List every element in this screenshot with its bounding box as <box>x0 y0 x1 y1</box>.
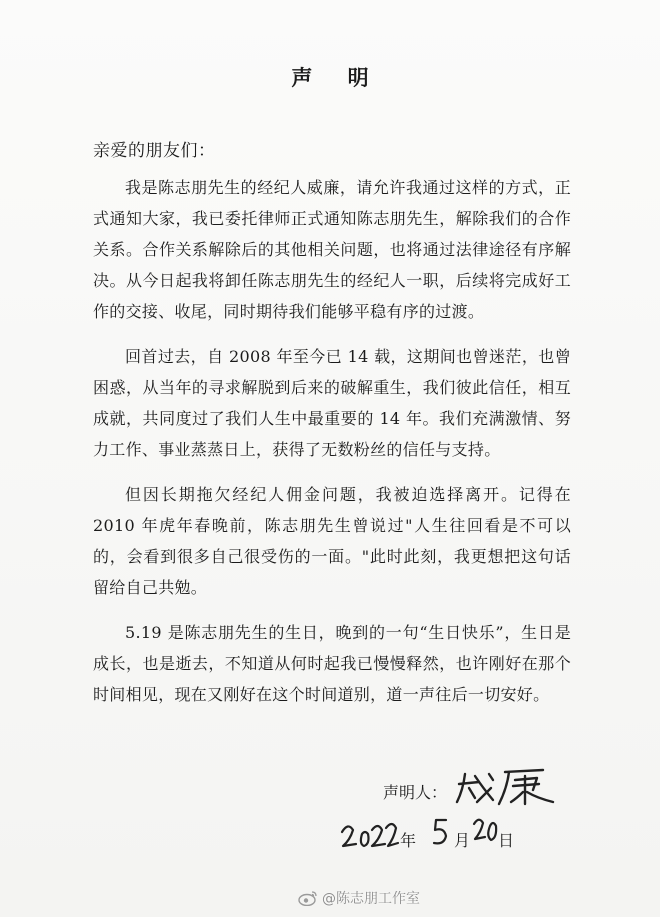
watermark-text: @陈志朋工作室 <box>322 891 420 907</box>
greeting: 亲爱的朋友们： <box>93 141 216 161</box>
signature-label: 声明人： <box>383 783 448 802</box>
weibo-watermark <box>298 888 420 908</box>
day-char: 日 <box>498 831 515 850</box>
document-title: 声 明 <box>291 65 383 90</box>
paragraph-3: 但因长期拖欠经纪人佣金问题，我被迫选择离开。记得在 2010 年虎年春晚前，陈志朋先生曾说过"人生往回看是不可以的，会看到很多自己很受伤的一面。"此时此刻，我更想把这句话留给自己共勉。 <box>93 485 571 597</box>
handwritten-signature <box>453 762 563 808</box>
handwritten-month <box>430 814 452 850</box>
paragraph-4: 5.19 是陈志朋先生的生日，晚到的一句“生日快乐”，生日是成长，也是逝去，不知道从何时起我已慢慢释然，也许刚好在那个时间相见，现在又刚好在这个时间道别，道一声往后一切安好。 <box>93 623 571 704</box>
handwritten-year <box>340 810 400 854</box>
weibo-logo-icon <box>298 890 318 906</box>
paragraph-2: 回首过去，自 2008 年至今已 14 载，这期间也曾迷茫，也曾困惑，从当年的寻求解脱到后来的破解重生，我们彼此信任，相互成就，共同度过了我们人生中最重要的 14 年。我们充满激情、努力工作、事业蒸蒸日上，获得了无数粉丝的信任与支持。 <box>93 347 571 459</box>
signature-date <box>340 810 560 860</box>
paragraph-1: 我是陈志朋先生的经纪人威廉，请允许我通过这样的方式，正式通知大家，我已委托律师正式通知陈志朋先生，解除我们的合作关系。合作关系解除后的其他相关问题，也将通过法律途径有序解决。从今日起我将卸任陈志朋先生的经纪人一职，后续将完成好工作的交接、收尾，同时期待我们能够平稳有序的过渡。 <box>93 178 571 321</box>
handwritten-day <box>472 812 500 848</box>
year-char: 年 <box>400 831 417 850</box>
month-char: 月 <box>454 831 471 850</box>
statement-body <box>93 172 571 724</box>
